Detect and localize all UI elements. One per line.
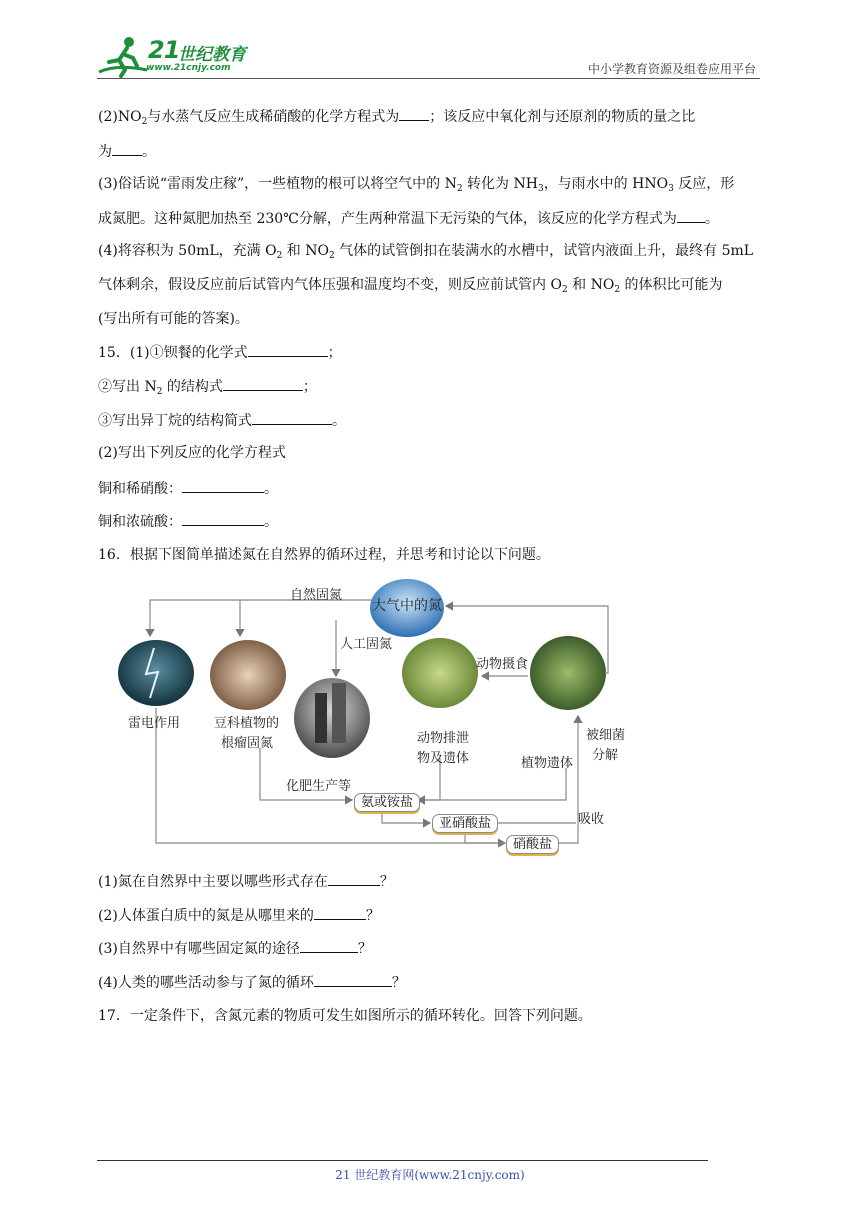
q16-sub1: (1)氮在自然界中主要以哪些形式存在 ？ bbox=[98, 871, 394, 892]
natural-fixation-label: 自然固氮 bbox=[290, 588, 343, 603]
q14-part2-line1: $(2)NO_2$与水蒸气反应生成稀硝酸的化学方程式为 ；该反应中氧化剂与还原剂的物质的量之比 bbox=[98, 106, 695, 132]
nitrite-box: 亚硝酸盐 bbox=[432, 814, 498, 833]
q14-part4-line2: 气体剩余，假设反应前后试管内气体压强和温度均不变，则反应前试管内 $O_2$ 和 $NO_2$ 的体积比可能为 bbox=[98, 277, 723, 295]
q15-line6: 铜和浓硫酸： 。 bbox=[98, 511, 278, 532]
q15-line4: (2)写出下列反应的化学方程式 bbox=[98, 445, 286, 461]
q17-intro: 17．一定条件下，含氮元素的物质可发生如图所示的循环转化。回答下列问题。 bbox=[98, 1008, 592, 1024]
answer-blank bbox=[328, 871, 380, 886]
q14-part2-line2: 为 。 bbox=[98, 141, 156, 162]
lightning-label: 雷电作用 bbox=[128, 716, 181, 731]
footer-divider bbox=[97, 1160, 708, 1161]
answer-blank bbox=[223, 376, 303, 391]
q14-part3-line2: 成氮肥。这种氮肥加热至 230℃分解，产生两种常温下无污染的气体，该反应的化学方程式为 。 bbox=[98, 208, 719, 229]
q16-sub3: (3)自然界中有哪些固定氮的途径 ？ bbox=[98, 938, 372, 959]
answer-blank bbox=[112, 141, 142, 156]
nitrogen-cycle-diagram bbox=[110, 578, 626, 852]
animal-intake-label: 动物摄食 bbox=[476, 657, 529, 672]
answer-blank bbox=[252, 410, 332, 425]
q16-sub2: (2)人体蛋白质中的氮是从哪里来的 ？ bbox=[98, 905, 380, 926]
fertilizer-label: 化肥生产等 bbox=[286, 779, 352, 794]
answer-blank bbox=[248, 342, 328, 357]
ammonia-box: 氨或铵盐 bbox=[354, 793, 420, 812]
forest-image bbox=[530, 636, 606, 710]
answer-blank bbox=[182, 478, 264, 493]
answer-blank bbox=[182, 511, 264, 526]
legume-label-1: 豆科植物的 bbox=[214, 716, 280, 731]
q15-line2: ②写出 $N_2$ 的结构式 ； bbox=[98, 376, 317, 402]
footer-text[interactable]: 21 世纪教育网(www.21cnjy.com) bbox=[335, 1168, 525, 1182]
header-divider bbox=[97, 78, 760, 79]
q14-part3-line1: (3)俗话说“雷雨发庄稼”，一些植物的根可以将空气中的 $N_2$ 转化为 $NH_3$，与雨水中的 $HNO_3$ 反应，形 bbox=[98, 176, 735, 194]
answer-blank bbox=[314, 905, 366, 920]
q16-sub4: (4)人类的哪些活动参与了氮的循环 ？ bbox=[98, 972, 406, 993]
atmosphere-label: 大气中的氮 bbox=[372, 598, 442, 614]
q15-line1: 15．(1)①钡餐的化学式 ； bbox=[98, 342, 342, 363]
answer-blank bbox=[314, 972, 392, 987]
legume-label-2: 根瘤固氮 bbox=[221, 736, 274, 751]
logo-number: 21 bbox=[148, 36, 180, 64]
q16-intro: 16．根据下图简单描述氮在自然界的循环过程，并思考和讨论以下问题。 bbox=[98, 547, 550, 563]
animal-image bbox=[402, 638, 478, 708]
answer-blank bbox=[399, 106, 429, 121]
logo-text: 世纪教育 bbox=[178, 45, 246, 65]
animal-waste-label-1: 动物排泄 bbox=[417, 731, 470, 746]
platform-name: 中小学教育资源及组卷应用平台 bbox=[587, 62, 756, 76]
q15-line5: 铜和稀硝酸： 。 bbox=[98, 478, 278, 499]
root-nodule-image bbox=[210, 640, 286, 710]
absorb-label: 吸收 bbox=[578, 812, 605, 827]
plant-remains-label: 植物遗体 bbox=[521, 756, 574, 771]
runner-icon bbox=[97, 34, 151, 78]
artificial-fixation-label: 人工固氮 bbox=[340, 637, 393, 652]
nitrate-box: 硝酸盐 bbox=[506, 835, 559, 854]
answer-blank bbox=[677, 208, 705, 223]
q14-part4-line3: (写出所有可能的答案)。 bbox=[98, 311, 249, 327]
bacteria-label-1: 被细菌 bbox=[586, 728, 626, 743]
bacteria-label-2: 分解 bbox=[592, 748, 619, 763]
q15-line3: ③写出异丁烷的结构简式 。 bbox=[98, 410, 346, 431]
animal-waste-label-2: 物及遗体 bbox=[417, 751, 470, 766]
logo-url: www.21cnjy.com bbox=[146, 63, 231, 73]
answer-blank bbox=[300, 938, 358, 953]
q14-part4-line1: (4)将容积为 50mL，充满 $O_2$ 和 $NO_2$ 气体的试管倒扣在装满水的水槽中，试管内液面上升，最终有 5mL bbox=[98, 243, 754, 261]
